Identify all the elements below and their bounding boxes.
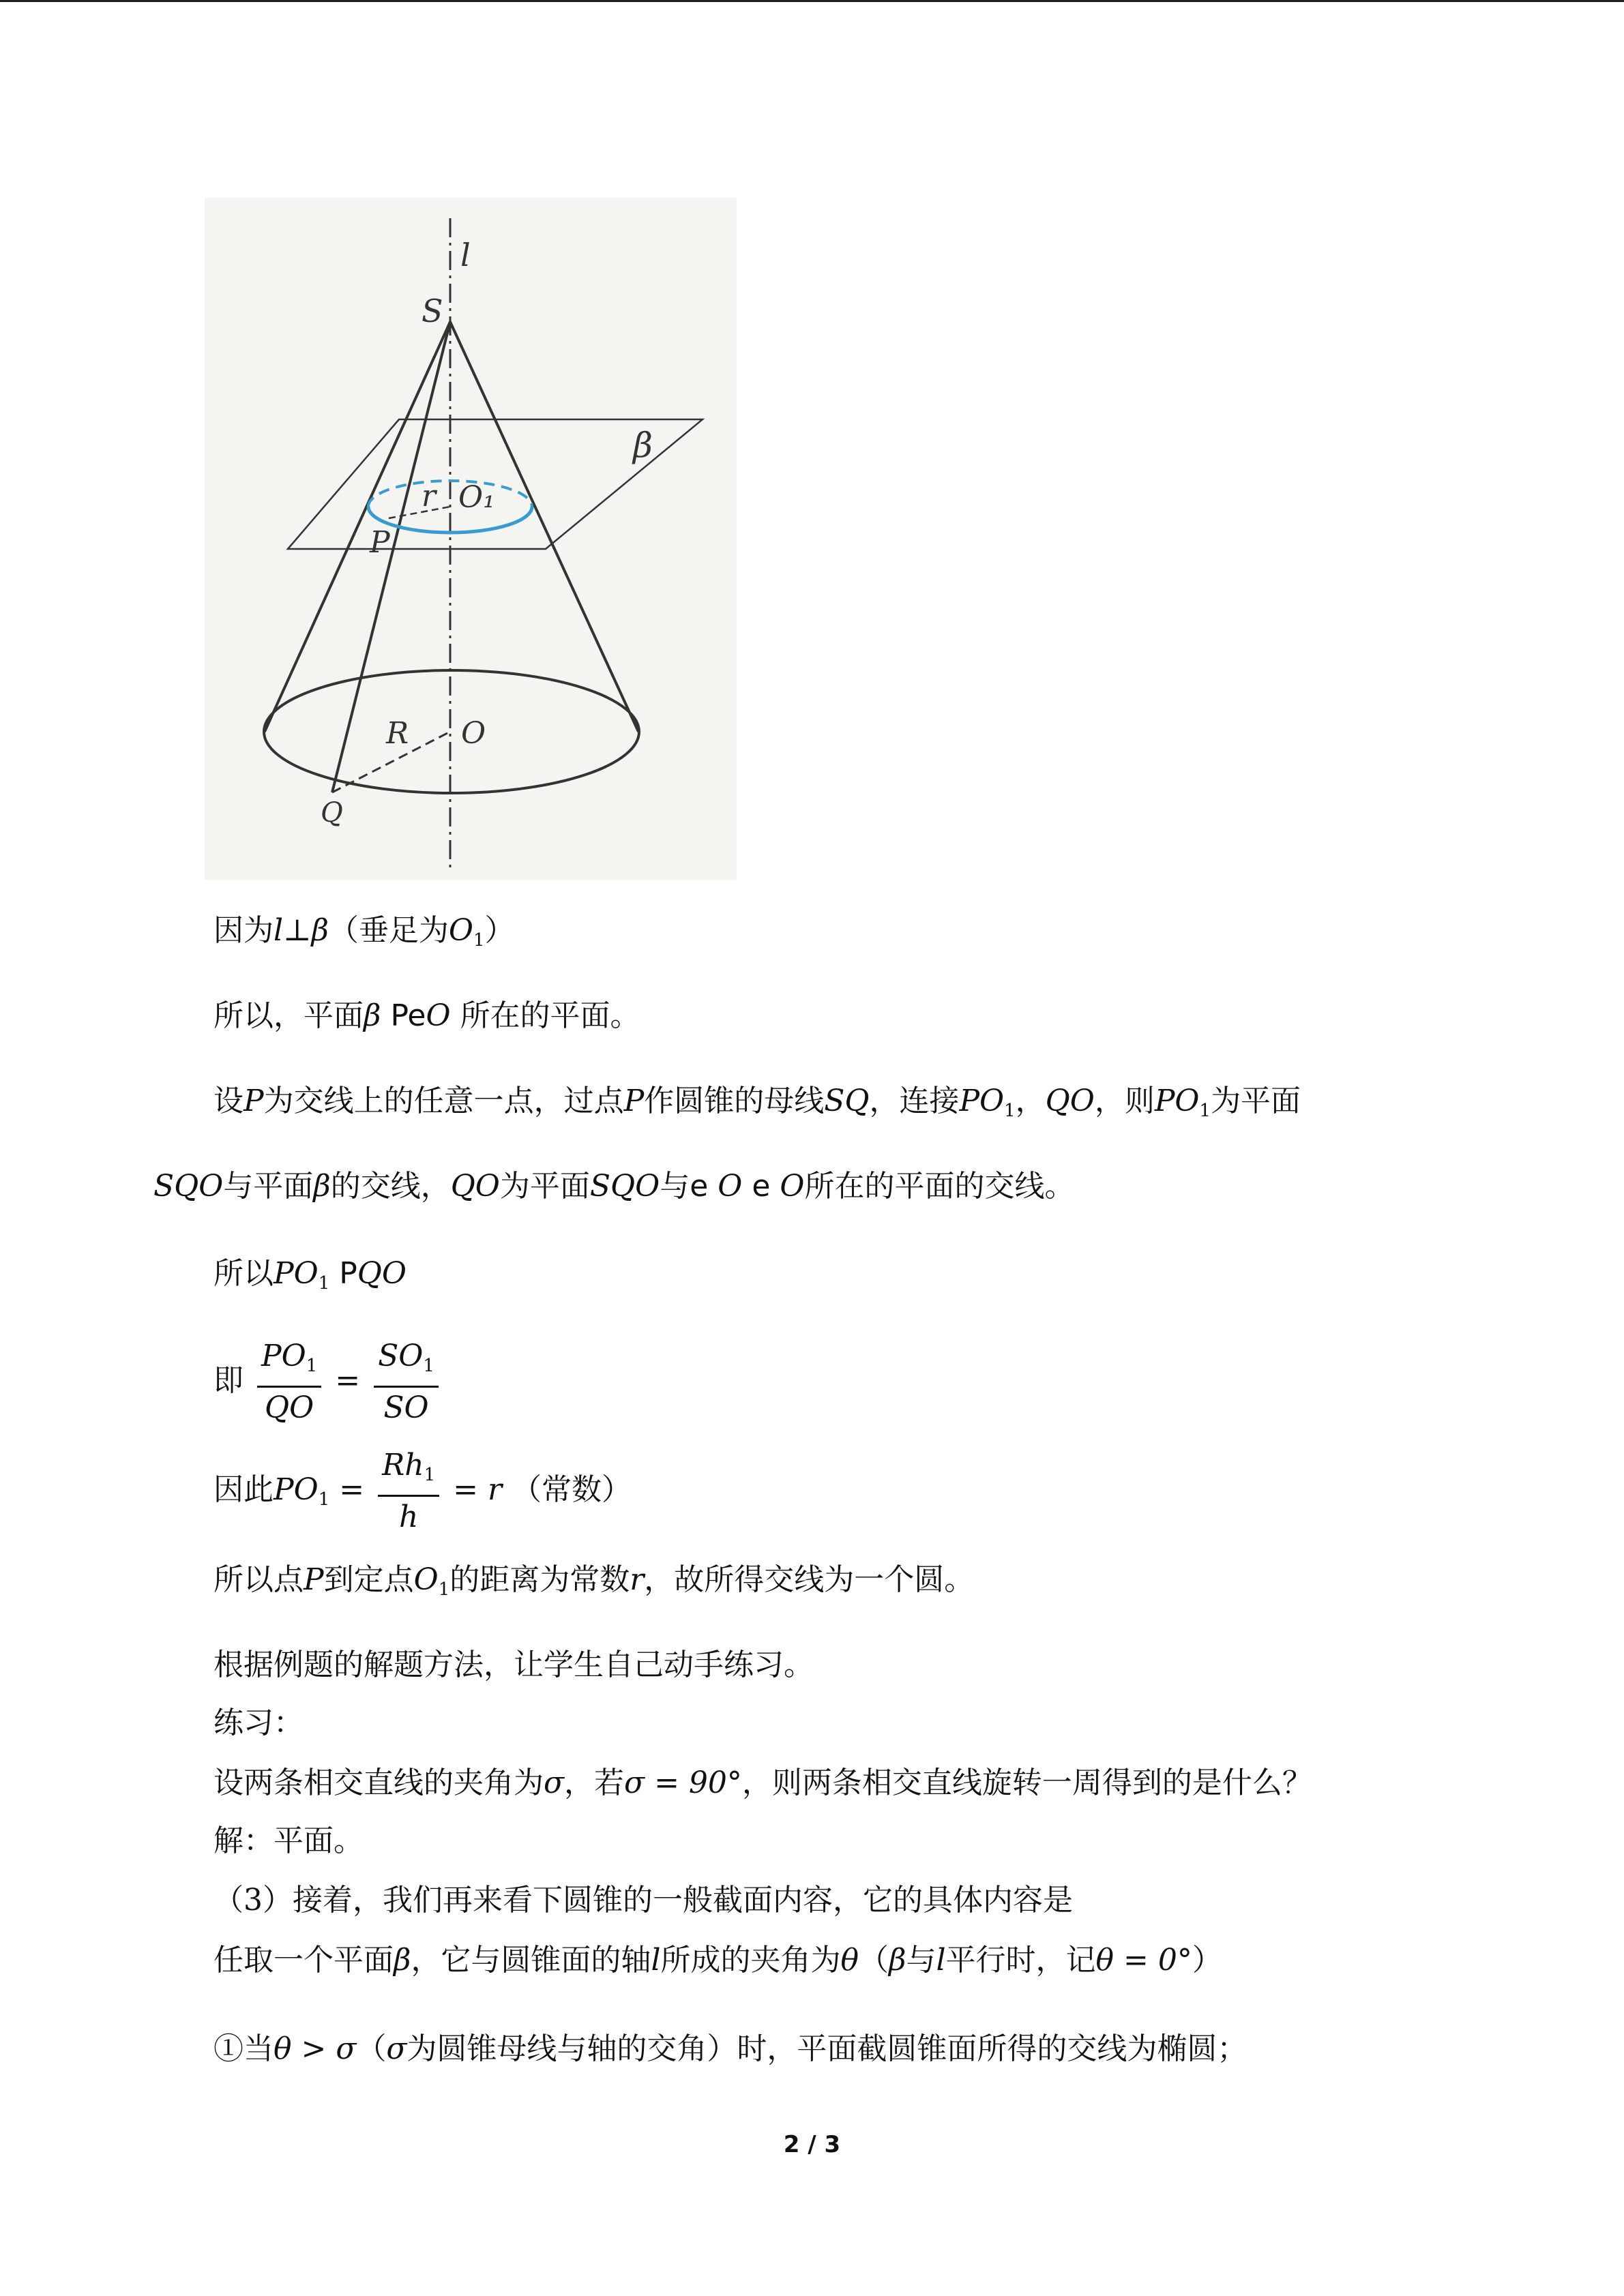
label-O: O [461, 716, 486, 751]
line-conclusion: 所以点P到定点$O_1$的距离为常数r，故所得交线为一个圆。 [213, 1562, 975, 1600]
line-ellipse-case: ①当θ > σ（σ为圆锥母线与轴的交角）时，平面截圆锥面所得的交线为椭圆； [213, 2031, 1247, 2066]
label-R: R [386, 716, 409, 751]
line-answer: 解：平面。 [213, 1823, 364, 1858]
cone-figure [205, 198, 737, 880]
line-setup: 设P为交线上的任意一点，过点P作圆锥的母线SQ，连接$PO_1$，QO，则$PO_1$为平面 [213, 1084, 1301, 1121]
cone-diagram [205, 198, 737, 880]
radius-r [389, 507, 450, 518]
label-O1: O₁ [458, 480, 495, 515]
line-ratio: 即 $\frac{PO_1}{QO}$ = $\frac{SO_1}{SO}$ [213, 1337, 443, 1429]
label-Q: Q [321, 797, 343, 829]
label-l: l [460, 237, 471, 273]
line-plane-angle: 任取一个平面β，它与圆锥面的轴l所成的夹角为θ（β与l平行时，记θ = 0°） [213, 1943, 1222, 1978]
label-S: S [422, 293, 443, 329]
label-P: P [370, 525, 390, 560]
line-perpendicular: 因为l⊥β（垂足为$O_1$） [213, 913, 515, 951]
line-constant: 因此$PO_1$ = $\frac{Rh_1}{h}$ = r （常数） [213, 1446, 632, 1538]
line-practice-label: 练习： [213, 1705, 304, 1740]
fraction-Rh1-h: $\frac{Rh_1}{h}$ [378, 1446, 439, 1538]
line-section-3: （3）接着，我们再来看下圆锥的一般截面内容，它的具体内容是 [213, 1883, 1073, 1918]
line-plane-parallel: 所以，平面β PeO 所在的平面。 [213, 998, 640, 1033]
label-beta: β [633, 426, 653, 465]
page-number: 2 / 3 [783, 2131, 841, 2158]
fraction-PO1-QO: $\frac{PO_1}{QO}$ [257, 1337, 321, 1429]
base-circle [264, 670, 639, 793]
page-top-border [0, 0, 1624, 2]
line-practice-intro: 根据例题的解题方法，让学生自己动手练习。 [213, 1648, 814, 1682]
label-r: r [422, 479, 437, 513]
fraction-SO1-SO: $\frac{SO_1}{SO}$ [374, 1337, 439, 1429]
line-intersections: SQO与平面β的交线，QO为平面SQO与e O e O所在的平面的交线。 [153, 1169, 1075, 1204]
line-practice-question: 设两条相交直线的夹角为σ，若σ = 90°，则两条相交直线旋转一周得到的是什么？ [213, 1765, 1312, 1800]
line-parallel: 所以$PO_1$ PQO [213, 1256, 407, 1294]
